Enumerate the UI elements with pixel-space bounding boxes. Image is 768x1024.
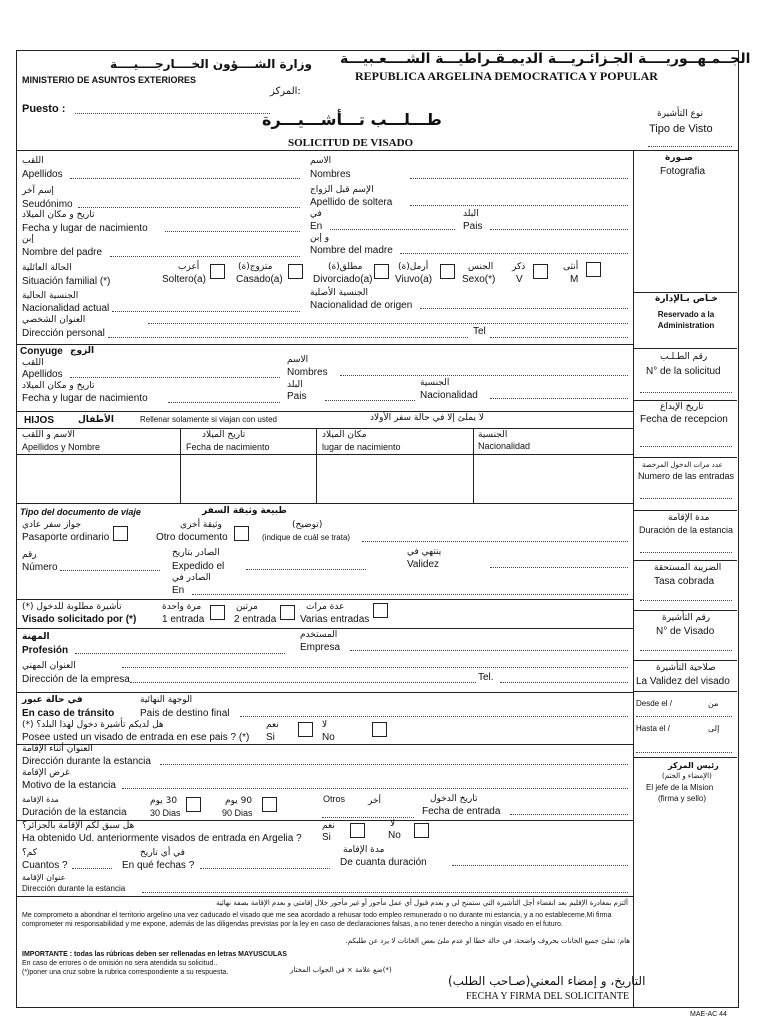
posee-si-checkbox[interactable] xyxy=(298,722,313,737)
direccion-arabic: العنوان الشخصي xyxy=(22,315,86,325)
hasta-arabic: إلى xyxy=(708,724,720,733)
importante-text-2: En caso de errores o de omisión no sera atendida su solicitud.. xyxy=(22,960,218,967)
jefe-label-2: (firma y sello) xyxy=(658,794,707,803)
divider xyxy=(633,292,737,293)
fechas-arabic: في أي تاريخ xyxy=(140,848,185,858)
entradas-arabic: عدد مرات الدخول المرخصة xyxy=(642,461,723,469)
nombres-label: Nombres xyxy=(310,169,351,180)
commitment-arabic: ألتزم بمغادرة الإقليم بعد انقضاء أجل التأشيرة التي ستمنح لي و بعدم قبول أي عمل مأجور أو غير مأجور خلال إقامتي و بعدم الإقامة بصفة نهائية xyxy=(215,899,628,907)
numero-arabic: رقم xyxy=(22,550,37,560)
form-title: SOLICITUD DE VISADO xyxy=(288,137,414,149)
otros-label: Otros xyxy=(323,794,346,804)
conyuge-pais-arabic: البلد xyxy=(287,380,303,390)
d90-label: 90 Dias xyxy=(222,808,253,818)
soltera-field[interactable] xyxy=(410,205,628,206)
otro-checkbox[interactable] xyxy=(234,526,249,541)
direccion-ant-arabic: عنوان الإقامة xyxy=(22,873,66,882)
duracion-field[interactable] xyxy=(640,552,732,553)
casado-arabic: متزوج(ة) xyxy=(238,262,273,272)
tel-empresa-field[interactable] xyxy=(500,682,628,683)
duracion-estancia-arabic: مدة الإقامة xyxy=(22,795,59,804)
pasaporte-label: Pasaporte ordinario xyxy=(22,532,110,543)
tel-label: Tel xyxy=(473,326,486,337)
sidebar-divider xyxy=(633,150,634,1007)
pais-field[interactable] xyxy=(490,229,628,230)
hijos-col-2-arabic: تاريخ الميلاد xyxy=(202,430,246,440)
form-title-arabic: طـــلـــب تـــأشـــيـــرة xyxy=(262,110,442,129)
visado-label: N° de Visado xyxy=(656,626,715,637)
conyuge-nacimiento-field[interactable] xyxy=(168,402,280,403)
conyuge-nacimiento-label: Fecha y lugar de nacimiento xyxy=(22,393,148,404)
soltera-arabic: الإسم قبل الزواج xyxy=(310,185,374,195)
sexo-v-checkbox[interactable] xyxy=(533,264,548,279)
cruz-arabic: (*)ضع علامة × في الجواب المختار xyxy=(290,966,392,974)
madre-label: Nombre del madre xyxy=(310,245,393,256)
conyuge-title: Conyuge xyxy=(20,346,63,357)
en-arabic: في xyxy=(310,209,322,219)
otro-arabic: وثيقة أخرى xyxy=(180,520,222,530)
form-code: MAE-AC 44 xyxy=(690,1011,727,1018)
foto-arabic: صـورة xyxy=(665,153,693,163)
hijos-arabic: الأطفال xyxy=(78,415,114,425)
anterior-si-arabic: نعم xyxy=(322,821,335,831)
nac-actual-label: Nacionalidad actual xyxy=(22,303,110,314)
nombres-arabic: الاسم xyxy=(310,156,332,166)
hijos-col-3-arabic: مكان الميلاد xyxy=(322,430,367,440)
padre-field[interactable] xyxy=(110,256,300,257)
hasta-field[interactable] xyxy=(636,752,732,753)
otros-field[interactable] xyxy=(322,817,414,818)
visado-field[interactable] xyxy=(640,650,732,651)
divider xyxy=(16,150,738,151)
divider xyxy=(16,344,633,345)
sexo-arabic: الجنس xyxy=(468,262,494,272)
numero-label: Número xyxy=(22,562,58,573)
hijos-col-2: Fecha de nacimiento xyxy=(186,442,270,452)
anterior-no-arabic: لا xyxy=(390,819,396,829)
duracion-label: Duración de la estancia xyxy=(639,525,734,535)
empresa-arabic: المستخدم xyxy=(300,630,338,640)
recepcion-field[interactable] xyxy=(640,446,732,447)
padre-arabic: إبن xyxy=(22,234,34,244)
conyuge-nacionalidad-field[interactable] xyxy=(490,398,628,399)
en-doc-arabic: الصادر في xyxy=(172,573,211,583)
en-field[interactable] xyxy=(330,229,455,230)
visa-type-field[interactable] xyxy=(648,146,732,147)
conyuge-nombres-field[interactable] xyxy=(340,375,628,376)
dos-label: 2 entrada xyxy=(234,614,277,625)
hijos-col-1: Apellidos y Nombre xyxy=(22,442,101,452)
duracion-ant-field[interactable] xyxy=(452,865,628,866)
una-label: 1 entrada xyxy=(162,614,205,625)
divider xyxy=(633,757,737,758)
divider xyxy=(16,454,633,455)
apellidos-field[interactable] xyxy=(70,178,300,179)
viudo-arabic: أرمل(ة) xyxy=(398,262,429,272)
visa-type-label: Tipo de Visto xyxy=(649,123,713,135)
divider xyxy=(473,428,474,503)
motivo-field[interactable] xyxy=(122,788,628,789)
hijos-note: Rellenar solamente si viajan con usted xyxy=(140,415,277,424)
divider xyxy=(16,411,633,412)
pais-arabic: البلد xyxy=(463,209,479,219)
sexo-m-checkbox[interactable] xyxy=(586,262,601,277)
numero-field[interactable] xyxy=(60,570,160,571)
posee-no-label: No xyxy=(322,732,335,743)
visa-type-arabic: نوع التأشيرة xyxy=(657,109,704,119)
duracion-arabic: مدة الإقامة xyxy=(668,513,710,523)
conyuge-nacionalidad-arabic: الجنسية xyxy=(420,378,450,388)
conyuge-nacimiento-arabic: تاريخ و مكان الميلاد xyxy=(22,381,95,391)
hijos-col-1-arabic: الاسم و اللقب xyxy=(22,430,75,440)
empresa-label: Empresa xyxy=(300,642,341,653)
recepcion-arabic: تاريخ الإيداع xyxy=(660,402,704,412)
anterior-si-label: Si xyxy=(322,832,331,843)
validez-label: La Validez del visado xyxy=(636,676,730,687)
transito-label: En caso de tránsito xyxy=(22,708,115,719)
casado-label: Casado(a) xyxy=(236,274,283,285)
tasa-field[interactable] xyxy=(640,600,732,601)
validez-doc-arabic: ينتهي في xyxy=(407,547,442,557)
seudonimo-arabic: إسم آخر xyxy=(22,186,54,196)
divider xyxy=(16,428,633,429)
documento-title: Tipo del documento de viaje xyxy=(20,507,141,517)
visado-solicitado-arabic: تأشيرة مطلوبة للدخول (*) xyxy=(22,602,122,612)
nac-origen-arabic: الجنسية الأصلية xyxy=(310,288,368,298)
nombres-field[interactable] xyxy=(410,178,628,179)
indique-field[interactable] xyxy=(362,541,628,542)
direccion-empresa-field[interactable] xyxy=(122,667,628,668)
divider xyxy=(16,599,633,600)
post-label: Puesto : xyxy=(22,103,66,115)
solicitud-label: N° de la solicitud xyxy=(646,366,721,377)
ministry-arabic: وزارة الشــــؤون الخــــارجــــيــــة xyxy=(110,57,313,71)
cuantos-label: Cuantos ? xyxy=(22,860,68,871)
tasa-arabic: الضريبة المستحقة xyxy=(654,563,722,573)
dos-entrada-checkbox[interactable] xyxy=(280,605,295,620)
republic-title: REPUBLICA ARGELINA DEMOCRATICA Y POPULAR xyxy=(355,69,658,83)
v-arabic: ذكر xyxy=(512,262,526,272)
en-doc-field[interactable] xyxy=(192,594,628,595)
una-arabic: مرة واحدة xyxy=(162,602,202,612)
posee-si-label: Si xyxy=(266,732,275,743)
importante-text: IMPORTANTE : todas las rúbricas deben ser rellenadas en letras MAYUSCULAS xyxy=(22,951,287,958)
hijos-col-4-arabic: الجنسية xyxy=(478,430,508,440)
anterior-no-checkbox[interactable] xyxy=(414,823,429,838)
padre-label: Nombre del padre xyxy=(22,247,103,258)
pais-label: Pais xyxy=(463,221,483,232)
center-label: :المركز xyxy=(270,86,301,97)
divider xyxy=(16,744,633,745)
warning-arabic: هام: تملئ جميع الخانات بحروف واضحة، في حالة خطأ أو عدم ملئ بعض الخانات لا يرد عن طلبكم. xyxy=(345,937,630,945)
dos-arabic: مرتين xyxy=(236,602,258,612)
direccion-label: Dirección personal xyxy=(22,328,105,339)
d30-checkbox[interactable] xyxy=(186,797,201,812)
post-field[interactable] xyxy=(75,113,270,114)
validez-doc-field[interactable] xyxy=(490,567,628,568)
hijos-col-4: Nacionalidad xyxy=(478,441,531,451)
direccion-ant-label: Dirección durante la estancia xyxy=(22,884,126,893)
conyuge-nacionalidad-label: Nacionalidad xyxy=(420,390,478,401)
pasaporte-arabic: جواز سفر عادي xyxy=(22,520,82,530)
direccion-estancia-field[interactable] xyxy=(160,764,628,765)
estado-label: Situación familial (*) xyxy=(22,276,111,287)
otro-label: Otro documento xyxy=(156,532,228,543)
cuantos-arabic: كم؟ xyxy=(22,848,38,858)
sexo-label: Sexo(*) xyxy=(462,274,496,285)
conyuge-apellidos-arabic: اللقب xyxy=(22,358,44,368)
posee-arabic: هل لديكم تأشيرة دخول لهذا البلد؟ (*) xyxy=(22,720,164,730)
desde-arabic: من xyxy=(708,699,719,708)
hasta-label: Hasta el / xyxy=(636,724,670,733)
commitment-text: Me comprometo a abondnar el territorio argelino una vez caducado el visado que me sea acordado a rehusar todo empleo remunerado o no durante mi estancia, y a no estableceme.Mi firma comprometer mi responsabilidad y me expone, además de las diligendas previstas por la ley en caso de declaraciones falsas, a no tener derecho a ningún visado en el futuro. xyxy=(22,912,612,928)
divider xyxy=(16,628,633,629)
fechas-field[interactable] xyxy=(200,868,330,869)
direccion-estancia-label: Dirección durante la estancia xyxy=(22,756,151,767)
expedido-arabic: الصادر بتاريخ xyxy=(172,548,220,558)
divider xyxy=(16,692,633,693)
visado-arabic: رقم التأشيرة xyxy=(662,613,711,623)
d30-arabic: 30 يوم xyxy=(150,796,178,806)
republic-arabic: الجــمـهــوريــــة الجـزائـريـــة الديمـقـراطيـــة الشــــعـبيـــة xyxy=(340,51,751,67)
d90-checkbox[interactable] xyxy=(262,797,277,812)
motivo-arabic: غرض الإقامة xyxy=(22,768,70,778)
jefe-arabic-2: (الإمضاء و الختم) xyxy=(662,772,712,780)
nac-origen-field[interactable] xyxy=(420,308,628,309)
d30-label: 30 Dias xyxy=(150,808,181,818)
validez-arabic: صلاحية التأشيرة xyxy=(656,663,716,673)
divorciado-checkbox[interactable] xyxy=(374,264,389,279)
indique-arabic: (توضيح) xyxy=(292,520,323,530)
nac-actual-field[interactable] xyxy=(112,311,300,312)
desde-field[interactable] xyxy=(636,716,732,717)
anterior-no-label: No xyxy=(388,830,401,841)
entrada-label: Fecha de entrada xyxy=(422,806,501,817)
anterior-label: Ha obtenido Ud. anteriormente visados de entrada en Argelia ? xyxy=(22,833,302,844)
fechas-label: En qué fechas ? xyxy=(122,860,195,871)
firma-label: FECHA Y FIRMA DEL SOLICITANTE xyxy=(466,991,630,1002)
conyuge-nombres-label: Nombres xyxy=(287,367,328,378)
jefe-label: El jefe de la Mision xyxy=(646,783,714,792)
profesion-label: Profesión xyxy=(22,645,69,656)
soltera-label: Apellido de soltera xyxy=(310,197,393,208)
en-doc-label: En xyxy=(172,585,185,596)
ministry-title: MINISTERIO DE ASUNTOS EXTERIORES xyxy=(22,75,197,85)
divider xyxy=(633,457,737,458)
direccion-field[interactable] xyxy=(148,323,628,324)
conyuge-pais-label: Pais xyxy=(287,391,307,402)
reservado-label: Reservado a la Administration xyxy=(657,310,715,330)
jefe-arabic: رئيس المركز xyxy=(668,761,719,770)
transito-arabic: في حالة عبور xyxy=(22,695,83,705)
en-label: En xyxy=(310,221,323,232)
desde-label: Desde el / xyxy=(636,699,673,708)
nacimiento-label: Fecha y lugar de nacimiento xyxy=(22,223,148,234)
hijos-title: HIJOS xyxy=(24,415,55,426)
divider xyxy=(633,560,737,561)
tel-field[interactable] xyxy=(490,337,628,338)
divorciado-arabic: مطلق(ة) xyxy=(328,262,363,272)
varias-arabic: عدة مرات xyxy=(306,602,345,612)
divorciado-label: Divorciado(a) xyxy=(313,274,373,285)
solicitud-arabic: رقم الطـلـب xyxy=(660,352,708,362)
direccion-ant-field[interactable] xyxy=(142,892,628,893)
conyuge-apellidos-label: Apellidos xyxy=(22,369,63,380)
hijos-note-arabic: لا يملئ إلا في حالة سفر الأولاد xyxy=(370,413,484,423)
posee-label: Posee usted un visado de entrada en ese pais ? (*) xyxy=(22,732,250,743)
hijos-col-3: lugar de nacimiento xyxy=(322,442,401,452)
recepcion-label: Fecha de recepcion xyxy=(640,414,728,425)
una-entrada-checkbox[interactable] xyxy=(210,605,225,620)
divider xyxy=(633,510,737,511)
casado-checkbox[interactable] xyxy=(288,264,303,279)
direccion-field-2[interactable] xyxy=(108,337,468,338)
divider xyxy=(180,428,181,503)
apellidos-label: Apellidos xyxy=(22,169,63,180)
direccion-estancia-arabic: العنوان أثناء الإقامة xyxy=(22,744,93,754)
validez-doc-label: Validez xyxy=(407,559,440,570)
divider xyxy=(633,660,737,661)
divider xyxy=(316,428,317,503)
entradas-label: Numero de las entradas xyxy=(638,471,735,481)
v-label: V xyxy=(516,274,523,285)
divider xyxy=(633,691,737,692)
m-label: M xyxy=(570,274,579,285)
conyuge-pais-field[interactable] xyxy=(325,400,415,401)
indique-label: (indique de cuál se trata) xyxy=(262,533,351,542)
direccion-empresa-label: Dirección de la empresa xyxy=(22,674,130,685)
foto-label: Fotografia xyxy=(660,166,706,177)
nacimiento-arabic: تاريخ و مكان الميلاد xyxy=(22,210,95,220)
pasaporte-checkbox[interactable] xyxy=(113,526,128,541)
seudonimo-label: Seudónimo xyxy=(22,199,73,210)
entrada-field[interactable] xyxy=(510,814,628,815)
m-arabic: أنثى xyxy=(563,262,579,272)
posee-si-arabic: نعم xyxy=(266,720,279,730)
visado-solicitado-label: Visado solicitado por (*) xyxy=(22,614,137,625)
divider xyxy=(16,896,633,897)
estado-arabic: الحالة العائلية xyxy=(22,263,72,273)
soltero-arabic: أعزب xyxy=(178,262,200,272)
destino-field[interactable] xyxy=(240,716,628,717)
nac-origen-label: Nacionalidad de origen xyxy=(310,300,413,311)
viudo-label: Viuvo(a) xyxy=(395,274,433,285)
direccion-empresa-arabic: العنوان المهني xyxy=(22,661,76,671)
entrada-arabic: تاريخ الدخول xyxy=(430,794,478,804)
anterior-arabic: هل سبق لكم الإقامة بالجزائر؟ xyxy=(22,821,135,831)
posee-no-arabic: لا xyxy=(322,720,328,730)
motivo-label: Motivo de la estancia xyxy=(22,780,116,791)
divider xyxy=(16,503,633,504)
cuantos-field[interactable] xyxy=(72,868,112,869)
importante-text-3: (*)poner una cruz sobre la rubrica correspondiente a su respuesta. xyxy=(22,969,229,976)
entradas-field[interactable] xyxy=(640,498,732,499)
destino-arabic: الوجهة النهائية xyxy=(140,695,193,705)
madre-arabic: و إبن xyxy=(310,233,330,243)
conyuge-nombres-arabic: الاسم xyxy=(287,355,309,365)
anterior-si-checkbox[interactable] xyxy=(350,823,365,838)
empresa-field[interactable] xyxy=(350,650,628,651)
nacimiento-field[interactable] xyxy=(165,231,300,232)
divider xyxy=(633,348,737,349)
firma-arabic: التاريخ، و إمضاء المعني(صـاحب الطلب) xyxy=(448,974,646,988)
varias-entradas-checkbox[interactable] xyxy=(373,603,388,618)
apellidos-arabic: اللقب xyxy=(22,156,44,166)
expedido-field[interactable] xyxy=(246,569,366,570)
viudo-checkbox[interactable] xyxy=(440,264,455,279)
duracion-ant-arabic: مدة الإقامة xyxy=(343,845,385,855)
otros-arabic: أخر xyxy=(368,796,382,806)
profesion-field[interactable] xyxy=(75,653,285,654)
duracion-ant-label: De cuanta duración xyxy=(340,857,427,868)
d90-arabic: 90 يوم xyxy=(225,796,253,806)
destino-label: Pais de destino final xyxy=(140,708,230,719)
posee-no-checkbox[interactable] xyxy=(372,722,387,737)
direccion-empresa-field-2[interactable] xyxy=(130,682,476,683)
conyuge-apellidos-field[interactable] xyxy=(70,377,280,378)
divider xyxy=(633,400,737,401)
expedido-label: Expedido el xyxy=(172,561,225,572)
tasa-label: Tasa cobrada xyxy=(654,576,715,587)
soltero-label: Soltero(a) xyxy=(162,274,206,285)
nac-actual-arabic: الجنسية الحالية xyxy=(22,291,79,301)
seudonimo-field[interactable] xyxy=(78,207,300,208)
reservado-arabic: خـاص بـالإدارة xyxy=(655,294,718,304)
duracion-estancia-label: Duración de la estancia xyxy=(22,807,127,818)
profesion-arabic: المهنة xyxy=(22,632,50,642)
varias-label: Varias entradas xyxy=(300,614,370,625)
conyuge-arabic: الزوج xyxy=(70,346,95,356)
divider xyxy=(633,610,737,611)
solicitud-field[interactable] xyxy=(640,392,732,393)
documento-arabic: طبيعة وثيقة السفر xyxy=(202,506,287,516)
soltero-checkbox[interactable] xyxy=(210,264,225,279)
madre-field[interactable] xyxy=(400,253,628,254)
tel-empresa-label: Tel. xyxy=(478,672,494,683)
